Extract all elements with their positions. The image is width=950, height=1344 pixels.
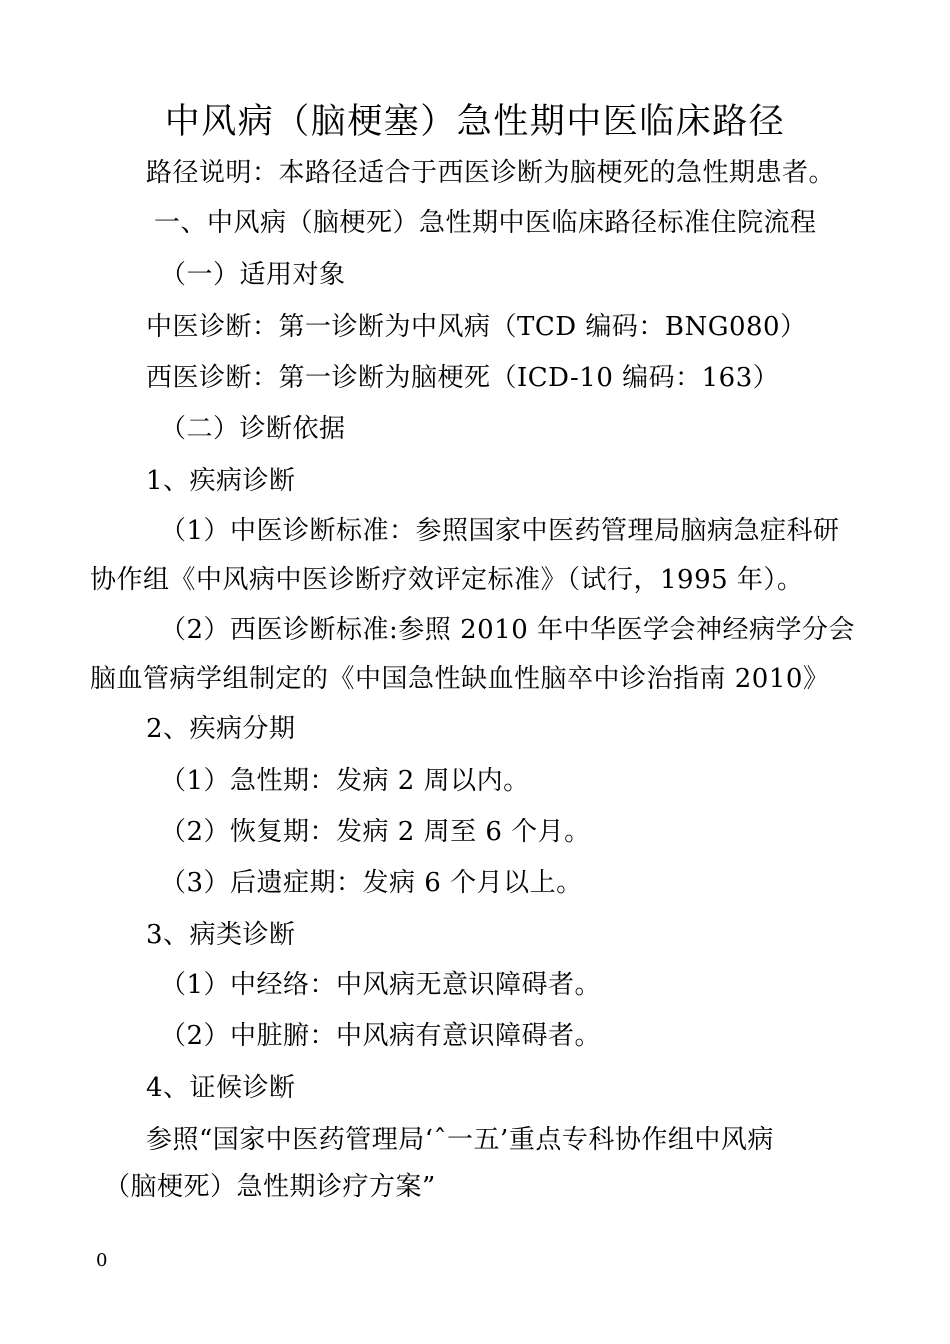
- paragraph-tcm-standard: （1）中医诊断标准：参照国家中医药管理局脑病急症科研: [160, 516, 840, 546]
- stage-sequelae: （3）后遗症期：发病 6 个月以上。: [160, 868, 583, 898]
- item-heading-disease-diagnosis: 1、疾病诊断: [146, 466, 296, 496]
- paragraph-syndrome-ref-cont: （脑梗死）急性期诊疗方案”: [104, 1172, 436, 1202]
- category-meridian: （1）中经络：中风病无意识障碍者。: [160, 970, 602, 1000]
- tcm-diagnosis-line: 中医诊断：第一诊断为中风病（TCD 编码：BNG080）: [146, 312, 807, 342]
- item-heading-syndrome: 4、证候诊断: [146, 1073, 296, 1103]
- paragraph-syndrome-ref: 参照“国家中医药管理局‘ˆ一五’重点专科协作组中风病: [146, 1125, 774, 1155]
- western-diagnosis-line: 西医诊断：第一诊断为脑梗死（ICD-10 编码：163）: [146, 363, 780, 393]
- paragraph-western-standard: （2）西医诊断标准:参照 2010 年中华医学会神经病学分会: [160, 615, 855, 645]
- category-viscera: （2）中脏腑：中风病有意识障碍者。: [160, 1021, 602, 1051]
- section-heading-1: 一、中风病（脑梗死）急性期中医临床路径标准住院流程: [154, 208, 817, 238]
- page-number: 0: [96, 1250, 108, 1271]
- subsection-heading-basis: （二）诊断依据: [160, 414, 346, 444]
- path-description: 路径说明：本路径适合于西医诊断为脑梗死的急性期患者。: [146, 158, 836, 188]
- stage-recovery: （2）恢复期：发病 2 周至 6 个月。: [160, 817, 591, 847]
- paragraph-western-standard-cont: 脑血管病学组制定的《中国急性缺血性脑卒中诊治指南 2010》: [90, 664, 830, 694]
- item-heading-category: 3、病类诊断: [146, 920, 296, 950]
- paragraph-tcm-standard-cont: 协作组《中风病中医诊断疗效评定标准》（试行，1995 年）。: [90, 565, 804, 595]
- subsection-heading-applicable: （一）适用对象: [160, 260, 346, 290]
- document-title: 中风病（脑梗塞）急性期中医临床路径: [164, 102, 786, 142]
- item-heading-staging: 2、疾病分期: [146, 714, 296, 744]
- stage-acute: （1）急性期：发病 2 周以内。: [160, 766, 530, 796]
